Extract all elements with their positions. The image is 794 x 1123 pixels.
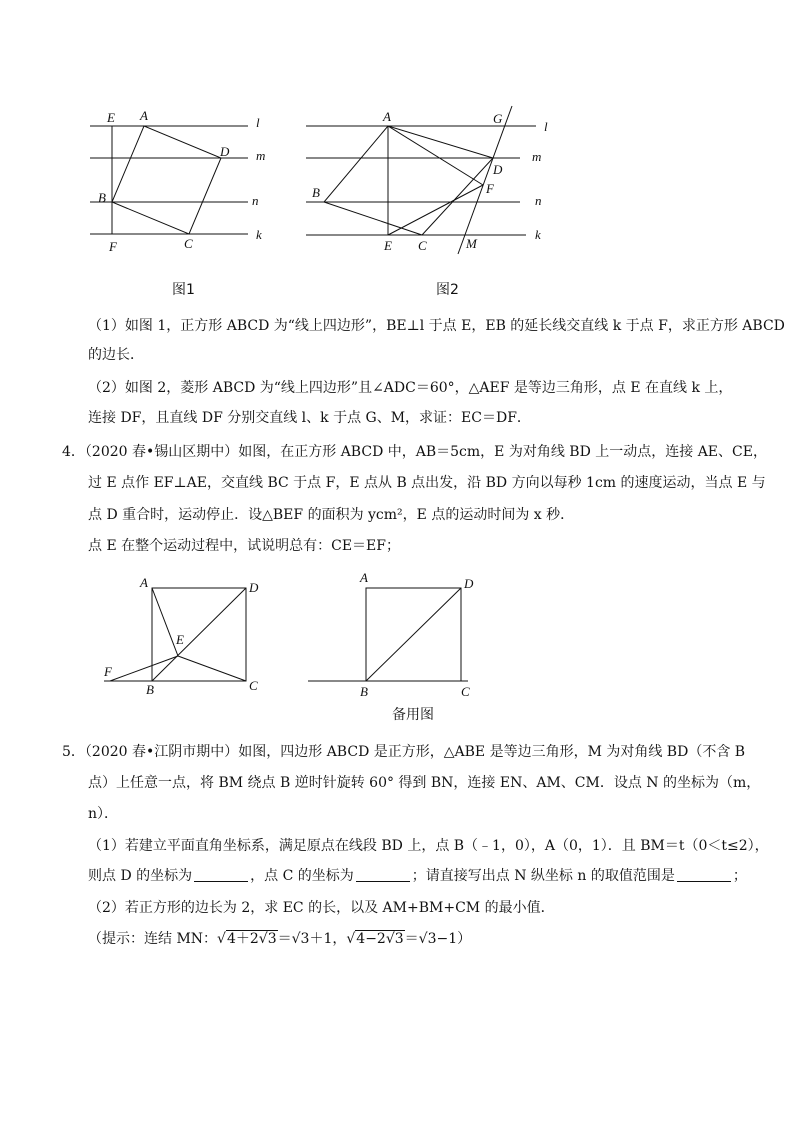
p5-n-range-prompt: ；请直接写出点 N 纵坐标 n 的取值范围是 [411,868,675,884]
fig3-label-C: C [249,678,258,693]
fig3-label-E: E [176,632,184,647]
answer-blank-c[interactable] [356,867,410,882]
fig1-label-D: D [220,144,230,159]
fig2-label-l: l [544,119,548,134]
hint-prefix: （提示：连结 MN： [88,931,218,947]
figure-2 [300,102,560,262]
fig2-label-A: A [383,109,391,124]
fig3-label-F: F [104,664,112,679]
p5-d-coord-prompt: 则点 D 的坐标为 [88,868,193,884]
fig2-label-M: M [466,236,477,251]
problem-5-part-1-line-1: （1）若建立平面直角坐标系，满足原点在线段 BD 上，点 B（﹣1，0），A（0，1）．且 BM＝t（0＜t≤2）， [88,838,769,854]
problem-3-part-2-line-2: 连接 DF，且直线 DF 分别交直线 l、k 于点 G、M，求证：EC＝DF． [88,410,531,426]
problem-5-line-1: 5．（2020 春•江阴市期中）如图，四边形 ABCD 是正方形，△ABE 是等边三角形，M 为对角线 BD（不含 B [62,744,746,760]
problem-5-hint: （提示：连结 MN：√4＋2√3＝√3＋1，√4−2√3＝√3−1） [88,931,472,947]
fig1-label-B: B [98,190,106,205]
fig2-label-E: E [384,238,392,253]
problem-5-part-2: （2）若正方形的边长为 2，求 EC 的长，以及 AM+BM+CM 的最小值． [88,900,555,916]
fig1-label-n: n [252,193,259,208]
figure-3 [96,570,276,700]
figure-1 [80,105,280,255]
fig3-label-D: D [249,580,259,595]
fig3-label-A: A [140,575,148,590]
fig2-label-n: n [535,193,542,208]
fig1-label-F: F [109,239,117,254]
answer-blank-n[interactable] [677,867,731,882]
problem-5-part-1-line-2 [88,866,747,886]
problem-4-line-3: 点 D 重合时，运动停止．设△BEF 的面积为 ycm²，E 点的运动时间为 x 秒． [88,507,575,523]
problem-4-line-2: 过 E 点作 EF⊥AE，交直线 BC 于点 F，E 点从 B 点出发，沿 BD 方向以每秒 1cm 的速度运动，当点 E 与 [88,475,766,491]
fig4-label-D: D [464,576,474,591]
fig2-label-B: B [312,185,320,200]
fig2-label-C: C [418,238,427,253]
figure-1-caption: 图1 [172,282,195,298]
problem-3-part-1-line-1: （1）如图 1，正方形 ABCD 为“线上四边形”，BE⊥l 于点 E，EB 的延长线交直线 k 于点 F，求正方形 ABCD [88,318,785,334]
fig1-label-A: A [140,108,148,123]
fig4-label-B: B [360,684,368,699]
fig4-label-A: A [360,570,368,585]
fig1-label-k: k [256,227,262,242]
problem-5-line-2: 点）上任意一点，将 BM 绕点 B 逆时针旋转 60° 得到 BN，连接 EN、AM、CM．设点 N 的坐标为（m， [88,775,761,791]
figure-4 [304,570,484,700]
hint-result-2: ＝√3−1） [404,931,472,947]
figure-2-caption: 图2 [436,282,459,298]
problem-5-line-3: n）． [88,806,119,822]
problem-3-part-1-line-2: 的边长． [88,347,144,363]
fig2-label-F: F [486,181,494,196]
fig3-label-B: B [146,682,154,697]
fig1-label-C: C [184,236,193,251]
figure-4-caption: 备用图 [392,707,434,723]
fig1-label-l: l [256,115,260,130]
answer-blank-d[interactable] [194,867,248,882]
hint-result-1: ＝√3＋1， [277,931,347,947]
fig2-label-G: G [493,111,503,126]
hint-radicand-2: 4−2√3 [356,931,404,947]
fig1-label-E: E [107,110,115,125]
problem-4-line-4: 点 E 在整个运动过程中，试说明总有：CE＝EF； [88,538,400,554]
fig2-label-D: D [493,162,503,177]
p5-line-end: ； [732,868,747,884]
hint-radicand-1: 4＋2√3 [226,931,277,947]
fig2-label-k: k [535,227,541,242]
p5-c-coord-prompt: ，点 C 的坐标为 [250,868,354,884]
fig4-label-C: C [461,684,470,699]
problem-3-part-2-line-1: （2）如图 2，菱形 ABCD 为“线上四边形”且∠ADC＝60°，△AEF 是等边三角形，点 E 在直线 k 上， [88,380,733,396]
problem-4-line-1: 4．（2020 春•锡山区期中）如图，在正方形 ABCD 中，AB＝5cm，E 为对角线 BD 上一动点，连接 AE、CE， [62,444,767,460]
fig2-label-m: m [532,149,542,164]
fig1-label-m: m [256,148,266,163]
